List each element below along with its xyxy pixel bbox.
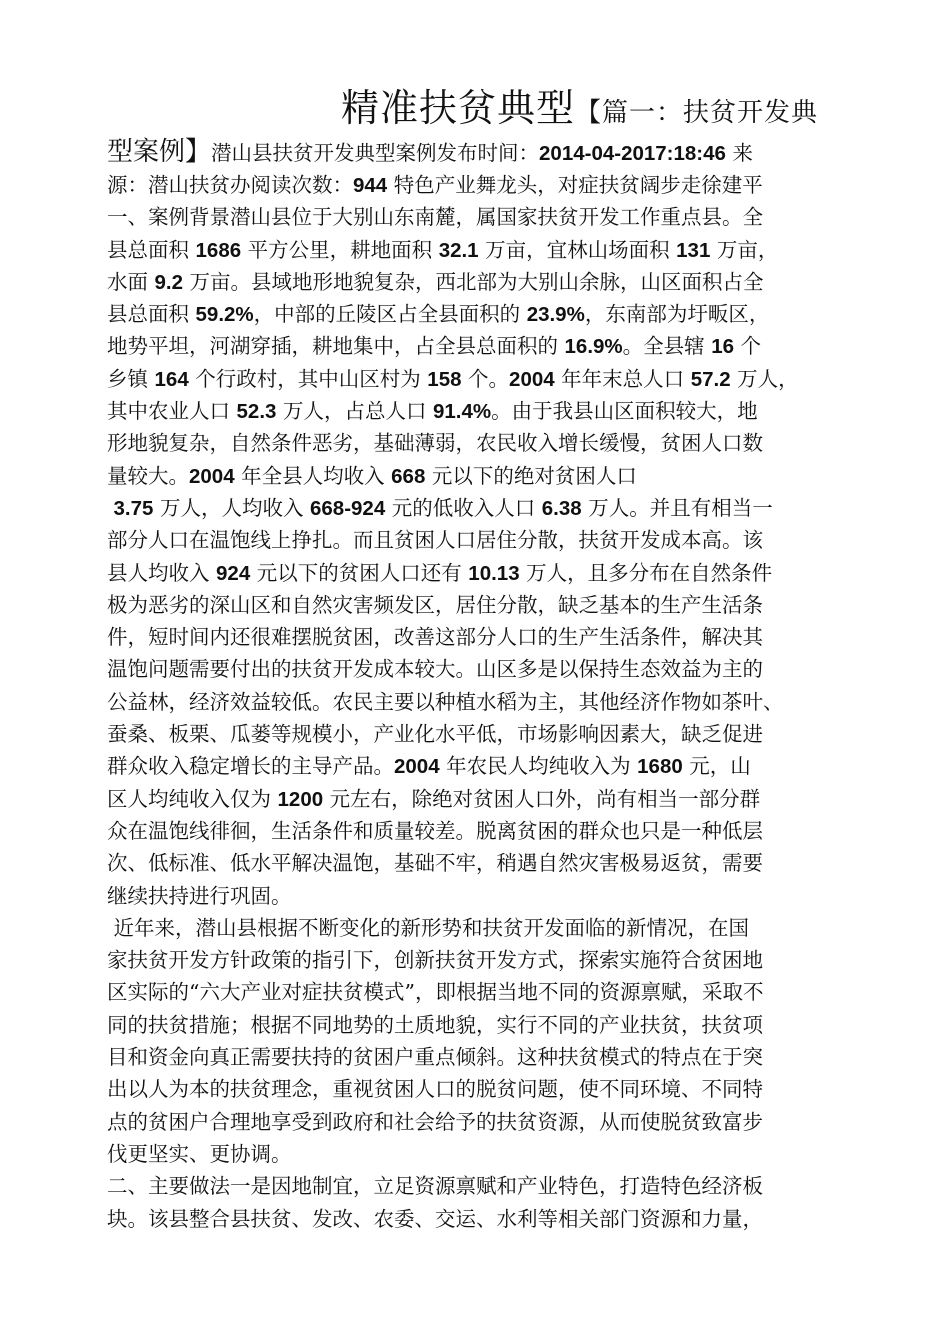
body-line: 地势平坦，河湖穿插，耕地集中，占全县总面积的 16.9%。全县辖 16 个: [107, 334, 762, 359]
title-subtitle: 【篇一：扶贫开发典: [575, 98, 819, 128]
body-line: 点的贫困户合理地享受到政府和社会给予的扶贫资源，从而使脱贫致富步: [107, 1109, 763, 1134]
body-line: 区人均纯收入仅为 1200 元左右，除绝对贫困人口外，尚有相当一部分群: [107, 786, 761, 811]
body-line: 二、主要做法一是因地制宜，立足资源禀赋和产业特色，打造特色经济板: [107, 1174, 763, 1199]
body-line: 伐更坚实、更协调。: [107, 1141, 292, 1166]
body-line: 目和资金向真正需要扶持的贫困户重点倾斜。这种扶贫模式的特点在于突: [107, 1045, 763, 1070]
body-line: 量较大。2004 年全县人均收入 668 元以下的绝对贫困人口: [107, 463, 637, 488]
body-line: [107, 135, 867, 169]
body-line: 同的扶贫措施；根据不同地势的土质地貌，实行不同的产业扶贫，扶贫项: [107, 1012, 763, 1037]
body-line: 件，短时间内还很难摆脱贫困，改善这部分人口的生产生活条件，解决其: [107, 625, 763, 650]
body-line: 水面 9.2 万亩。县域地形地貌复杂，西北部为大别山余脉，山区面积占全: [107, 269, 764, 294]
body-line: 次、低标准、低水平解决温饱，基础不牢，稍遇自然灾害极易返贫，需要: [107, 851, 763, 876]
body-line: 公益林，经济效益较低。农民主要以种植水稻为主，其他经济作物如茶叶、: [107, 689, 784, 714]
body-line: 其中农业人口 52.3 万人，占总人口 91.4%。由于我县山区面积较大，地: [107, 399, 758, 424]
body-line: 近年来，潜山县根据不断变化的新形势和扶贫开发面临的新情况，在国: [107, 915, 750, 940]
body-line: 群众收入稳定增长的主导产品。2004 年农民人均纯收入为 1680 元，山: [107, 754, 751, 779]
title-main: 精准扶贫典型: [341, 86, 576, 130]
body-line: 形地貌复杂，自然条件恶劣，基础薄弱，农民收入增长缓慢，贫困人口数: [107, 431, 763, 456]
body-line: 块。该县整合县扶贫、发改、农委、交运、水利等相关部门资源和力量，: [107, 1206, 763, 1231]
body-line-text: 潜山县扶贫开发典型案例发布时间：2014-04-2017:18:46 来: [211, 141, 753, 165]
body-line: 出以人为本的扶贫理念，重视贫困人口的脱贫问题，使不同环境、不同特: [107, 1077, 763, 1102]
body-line: 县人均收入 924 元以下的贫困人口还有 10.13 万人，且多分布在自然条件: [107, 560, 773, 585]
body-line: 县总面积 1686 平方公里，耕地面积 32.1 万亩，宜林山场面积 131 万亩，: [107, 237, 779, 262]
body-line: 众在温饱线徘徊，生活条件和质量较差。脱离贫困的群众也只是一种低层: [107, 818, 763, 843]
title-subtitle-continued: 型案例】: [107, 137, 212, 167]
body-line: 继续扶持进行巩固。: [107, 883, 292, 908]
body-line: 极为恶劣的深山区和自然灾害频发区，居住分散，缺乏基本的生产生活条: [107, 592, 763, 617]
body-line: 家扶贫开发方针政策的指引下，创新扶贫开发方式，探索实施符合贫困地: [107, 948, 763, 973]
document-title: [107, 86, 867, 135]
body-line: 一、案例背景潜山县位于大别山东南麓，属国家扶贫开发工作重点县。全: [107, 205, 763, 230]
body-line: 蚕桑、板栗、瓜蒌等规模小，产业化水平低，市场影响因素大，缺乏促进: [107, 722, 763, 747]
body-line: 温饱问题需要付出的扶贫开发成本较大。山区多是以保持生态效益为主的: [107, 657, 763, 682]
body-line: 部分人口在温饱线上挣扎。而且贫困人口居住分散，扶贫开发成本高。该: [107, 528, 763, 553]
document-page: [107, 86, 867, 1235]
document-body: [107, 135, 867, 1235]
body-line: 3.75 万人，人均收入 668-924 元的低收入人口 6.38 万人。并且有相当一: [113, 495, 773, 520]
body-line: 乡镇 164 个行政村，其中山区村为 158 个。2004 年年末总人口 57.2 万人，: [107, 366, 799, 391]
body-line: 县总面积 59.2%，中部的丘陵区占全县面积的 23.9%，东南部为圩畈区，: [107, 302, 770, 327]
body-line: 区实际的“六大产业对症扶贫模式”，即根据当地不同的资源禀赋，采取不: [107, 980, 764, 1005]
body-line: 源：潜山扶贫办阅读次数：944 特色产业舞龙头，对症扶贫阔步走徐建平: [107, 173, 763, 197]
